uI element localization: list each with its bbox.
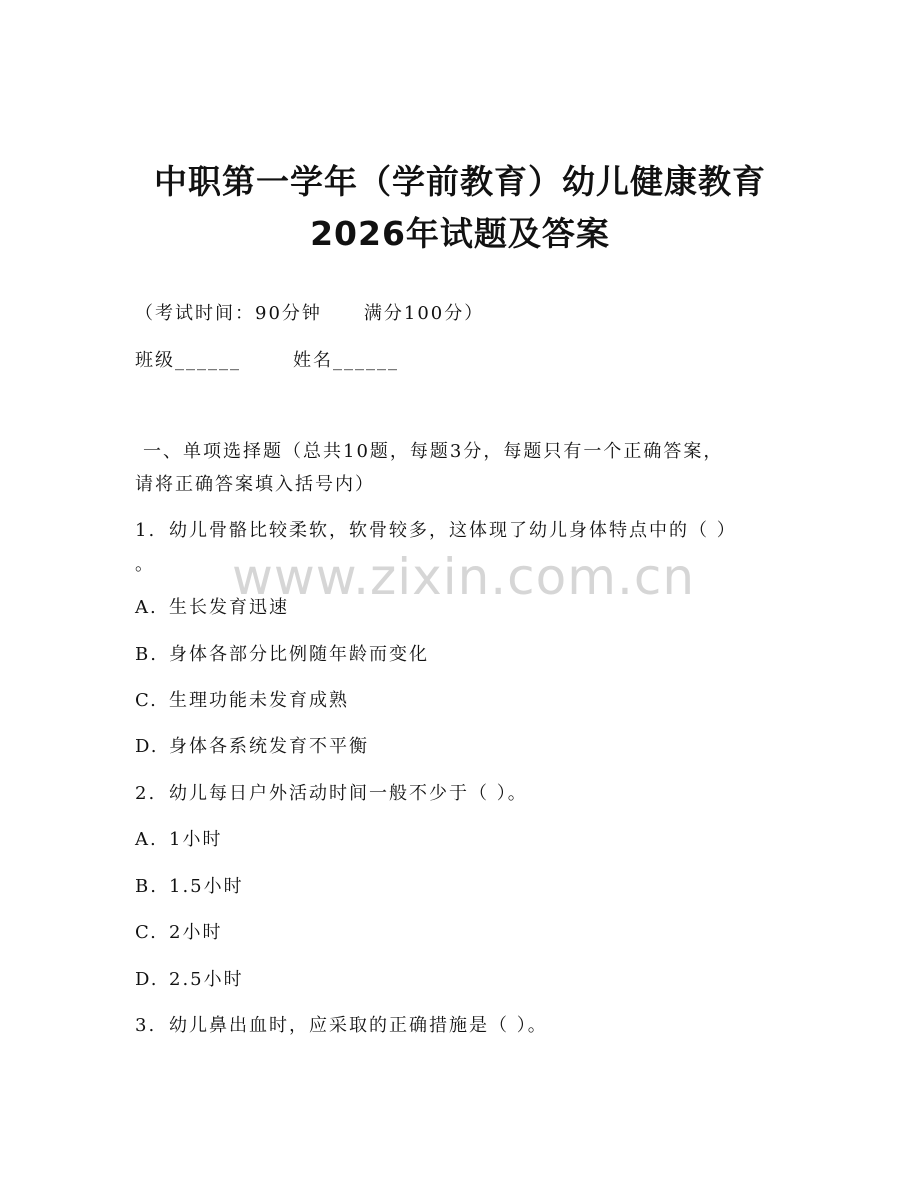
option-text: 生理功能未发育成熟 (169, 690, 349, 711)
full-score: 满分100分） (363, 303, 485, 324)
exam-info (135, 302, 484, 326)
option-text: 身体各系统发育不平衡 (169, 736, 369, 757)
section-header-line2: 请将正确答案填入括号内） (135, 474, 375, 495)
option-text: 身体各部分比例随年龄而变化 (169, 644, 429, 665)
question-1-option-d (135, 735, 369, 759)
question-number: 3. (135, 1015, 157, 1036)
option-letter: D. (135, 736, 159, 757)
question-2 (135, 782, 528, 806)
option-text: 1.5小时 (169, 876, 244, 897)
question-2-option-c (135, 921, 222, 945)
question-number: 1. (135, 520, 157, 541)
question-text: 幼儿鼻出血时，应采取的正确措施是（ ）。 (169, 1015, 548, 1036)
question-1 (135, 519, 737, 543)
option-letter: A. (135, 829, 158, 850)
question-1-option-b (135, 643, 429, 667)
question-number: 2. (135, 783, 157, 804)
class-field: 班级______ (135, 350, 241, 371)
option-letter: D. (135, 969, 159, 990)
option-letter: C. (135, 922, 158, 943)
question-text: 幼儿每日户外活动时间一般不少于（ ）。 (169, 783, 528, 804)
question-1-option-c (135, 689, 349, 713)
question-3 (135, 1014, 548, 1038)
document-title-line1: 中职第一学年（学前教育）幼儿健康教育 (154, 162, 766, 201)
question-2-option-a (135, 828, 222, 852)
question-1-continuation: 。 (135, 554, 155, 575)
option-letter: B. (135, 876, 158, 897)
option-text: 生长发育迅速 (169, 597, 289, 618)
option-letter: C. (135, 690, 158, 711)
watermark: www.zixin.com.cn (232, 548, 696, 606)
option-text: 1小时 (169, 829, 223, 850)
section-header-line1: 一、单项选择题（总共10题，每题3分，每题只有一个正确答案， (143, 441, 724, 462)
question-2-option-b (135, 875, 244, 899)
student-fields (135, 349, 399, 373)
document-title-line2: 2026年试题及答案 (310, 214, 610, 253)
option-letter: A. (135, 597, 158, 618)
option-text: 2.5小时 (169, 969, 244, 990)
option-text: 2小时 (169, 922, 223, 943)
question-2-option-d (135, 968, 244, 992)
name-field: 姓名______ (293, 350, 399, 371)
exam-time: （考试时间：90分钟 (135, 303, 322, 324)
option-letter: B. (135, 644, 158, 665)
question-text: 幼儿骨骼比较柔软，软骨较多，这体现了幼儿身体特点中的（ ） (169, 520, 737, 541)
